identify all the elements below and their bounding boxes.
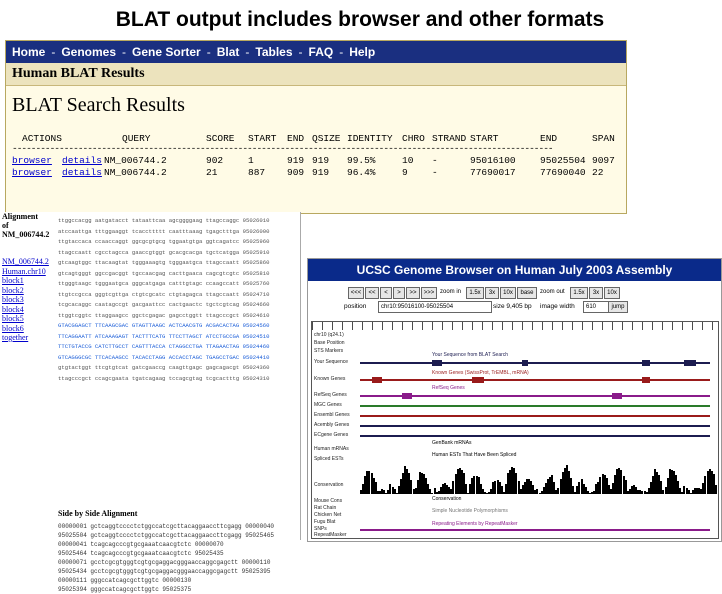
zoom-in-10x-button[interactable]: 10x xyxy=(500,287,516,299)
sequence-line: ttgggtaagc tgggaatgca gggcatgaga catttgtagc ccaagccatt 95025760 xyxy=(58,280,270,287)
qsize-cell: 919 xyxy=(312,167,330,178)
table-row xyxy=(12,167,618,179)
side-by-side-block xyxy=(58,522,298,594)
col-end: END xyxy=(287,133,305,144)
col-genomic-end: END xyxy=(540,133,558,144)
zoom-in-3x-button[interactable]: 3x xyxy=(485,287,499,299)
base-position-ruler xyxy=(312,322,718,330)
conservation-bar xyxy=(715,485,717,494)
track-label: Spliced ESTs xyxy=(314,456,344,462)
track-label: Known Genes xyxy=(314,376,346,382)
link-block-3[interactable]: block3 xyxy=(2,295,24,304)
zoom-out-label: zoom out xyxy=(540,289,565,295)
move-left-button[interactable]: < xyxy=(380,287,392,299)
track-label: Acembly Genes xyxy=(314,422,350,428)
sequence-line: ttggccacgg aatgatacct tataattcaa agcggggaag ttagccaggc 95026010 xyxy=(58,217,270,224)
your-sequence-line xyxy=(360,362,710,364)
acembly-gene-line xyxy=(360,425,710,427)
col-start: START xyxy=(248,133,277,144)
conservation-plot xyxy=(360,464,718,494)
track-label: Fugu Blat xyxy=(314,519,336,525)
col-span: SPAN xyxy=(592,133,615,144)
track-label: MGC Genes xyxy=(314,402,342,408)
browser-link[interactable]: browser xyxy=(12,167,52,178)
zoom-out-10x-button[interactable]: 10x xyxy=(604,287,620,299)
ensembl-gene-line xyxy=(360,415,710,417)
alignment-heading-line: of xyxy=(2,221,9,230)
genome-browser-title: UCSC Genome Browser on Human July 2003 Assembly xyxy=(308,259,721,281)
sequence-line-aligned: TTCTGTACCG CATCTTGCCT CAGTTTACCA CTAGGCCTGA TTAGAACTAG 95024460 xyxy=(58,343,270,350)
image-width-input[interactable]: 610 xyxy=(583,301,609,313)
nav-home[interactable]: Home xyxy=(12,45,46,59)
start-cell: 887 xyxy=(248,167,266,178)
alignment-line: 95025464 tcagcagcccgtgcgaaatcaacgtctc 95025435 xyxy=(58,550,224,557)
exon-block xyxy=(432,360,442,366)
zoom-out-3x-button[interactable]: 3x xyxy=(589,287,603,299)
genomic-end-cell: 77690040 xyxy=(540,167,586,178)
alignment-line: 00000041 tcagcagcccgtgcgaaatcaacgtctc 00000070 xyxy=(58,541,224,548)
alignment-sidebar xyxy=(2,212,54,343)
chro-cell: 10 xyxy=(402,155,414,166)
score-cell: 21 xyxy=(206,167,218,178)
span-cell: 22 xyxy=(592,167,604,178)
col-chro: CHRO xyxy=(402,133,425,144)
move-right-more-button[interactable]: >> xyxy=(406,287,420,299)
sequence-line: ttggtcggtc ttaggaagcc ggctcgagac gagcctggtt ttagcccgct 95024610 xyxy=(58,311,270,319)
zoom-out-1-5x-button[interactable]: 1.5x xyxy=(570,287,588,299)
sequence-line: tcgcacaggc caatagccgt gacgaattcc cactgaactc tgctcgtcag 95024660 xyxy=(58,301,270,308)
genomic-start-cell: 77690017 xyxy=(470,167,516,178)
genome-browser-nav-controls xyxy=(308,287,721,301)
track-title: GenBank mRNAs xyxy=(432,440,472,446)
exon-block xyxy=(684,360,696,366)
blat-page-header: Human BLAT Results xyxy=(6,63,626,86)
col-identity: IDENTITY xyxy=(347,133,393,144)
strand-cell: - xyxy=(432,167,438,178)
blat-navbar xyxy=(6,41,626,63)
sequence-line-aligned: TTCAGGAATT ATCAAAGAGT TACTTTCATG TTCCTTAGCT ATCCTGCCGA 95024510 xyxy=(58,332,270,340)
nav-separator: - xyxy=(122,45,127,59)
alignment-line: 95025394 gggccatcagcgcttggtc 95025375 xyxy=(58,586,192,593)
link-block-2[interactable]: block2 xyxy=(2,285,24,295)
genome-browser-tracks[interactable] xyxy=(311,321,719,539)
refseq-gene-line xyxy=(360,395,710,397)
nav-gene-sorter[interactable]: Gene Sorter xyxy=(132,45,201,59)
sequence-line: atccaattga tttggaaggt tcaccttttt caatttaaag tgagctttga 95026000 xyxy=(58,227,270,235)
link-genomic-sequence[interactable]: Human.chr10 xyxy=(2,266,46,276)
genome-browser-window xyxy=(307,258,722,542)
col-qsize: QSIZE xyxy=(312,133,341,144)
blat-results-heading: BLAT Search Results xyxy=(12,94,185,116)
alignment-line: 00000111 gggccatcagcgcttggtc 00000130 xyxy=(58,577,192,584)
track-title: Conservation xyxy=(432,496,462,502)
move-right-far-button[interactable]: >>> xyxy=(421,287,437,299)
query-cell: NM_006744.2 xyxy=(104,167,167,178)
slide-title: BLAT output includes browser and other formats xyxy=(115,8,605,31)
blat-results-table xyxy=(12,133,618,179)
exon-block xyxy=(642,377,650,383)
jump-button[interactable]: jump xyxy=(608,301,628,313)
track-label: Your Sequence xyxy=(314,359,349,365)
zoom-in-1-5x-button[interactable]: 1.5x xyxy=(466,287,484,299)
sequence-line: gtgtactggt ttcgtgtcat gatcgaaccg caagttgagc gagcagacgt 95024360 xyxy=(58,364,270,371)
link-block-4[interactable]: block4 xyxy=(2,304,24,314)
nav-blat[interactable]: Blat xyxy=(216,45,240,59)
genomic-sequence-block xyxy=(58,216,298,384)
mgc-gene-line xyxy=(360,405,710,407)
end-cell: 919 xyxy=(287,155,305,166)
col-genomic-start: START xyxy=(470,133,499,144)
track-label: SNPs xyxy=(314,526,327,532)
track-label: RepeatMasker xyxy=(314,532,347,538)
exon-block xyxy=(402,393,412,399)
alignment-heading-line: Alignment xyxy=(2,212,38,221)
qsize-cell: 919 xyxy=(312,155,330,166)
table-row xyxy=(12,155,618,167)
nav-tables[interactable]: Tables xyxy=(255,45,293,59)
move-left-more-button[interactable]: << xyxy=(365,287,379,299)
exon-block xyxy=(612,393,622,399)
side-by-side-heading: Side by Side Alignment xyxy=(58,509,138,518)
details-link[interactable]: details xyxy=(62,155,102,166)
sequence-line: gtcagtgggt ggccgacggt tgccaacgag cacttgaaca cagcgtcgtc 95025810 xyxy=(58,269,270,277)
browser-link[interactable]: browser xyxy=(12,155,52,166)
track-label: Base Position xyxy=(314,340,345,346)
alignment-line: 00000071 gcctcgcgtgggtcgtgcgaggacgggaaccaggcgagctt 00000110 xyxy=(58,559,271,566)
track-label: Rat Chain xyxy=(314,505,337,511)
nav-genomes[interactable]: Genomes xyxy=(61,45,117,59)
position-input[interactable]: chr10:95016100-95025504 xyxy=(378,301,492,313)
alignment-details-window xyxy=(0,212,301,593)
alignment-line: 95025504 gctcaggtcccctctggccatcgcttacaggaaccttcgagg 95025465 xyxy=(58,532,275,539)
alignment-heading-line: NM_006744.2 xyxy=(2,230,50,239)
score-cell: 902 xyxy=(206,155,224,166)
genomic-start-cell: 95016100 xyxy=(470,155,516,166)
track-label: STS Markers xyxy=(314,348,344,354)
track-label: Chicken Net xyxy=(314,512,342,518)
move-right-button[interactable]: > xyxy=(393,287,405,299)
exon-block xyxy=(472,377,484,383)
move-left-far-button[interactable]: <<< xyxy=(348,287,364,299)
identity-cell: 96.4% xyxy=(347,167,376,178)
size-readout: size 9,405 bp xyxy=(493,303,532,310)
track-title: Known Genes (SwissProt, TrEMBL, mRNA) xyxy=(432,370,529,376)
zoom-in-label: zoom in xyxy=(440,289,462,295)
sequence-line: ttagccaatt cgcctagcca gaaccgtggt gcacgcacga tgctcatgga 95025910 xyxy=(58,248,270,256)
track-title: Your Sequence from BLAT Search xyxy=(432,352,509,358)
sequence-line-aligned: GTCAGGGCGC TTCACAAGCC TACACCTAGG ACCACCTAGC TGAGCCTGAC 95024410 xyxy=(58,353,270,361)
exon-block xyxy=(522,360,528,366)
exon-block xyxy=(372,377,382,383)
alignment-line: 95025434 gcctcgcgtgggtcgtgcgaggacgggaaccaggcgagctt 95025395 xyxy=(58,568,271,575)
nav-separator: - xyxy=(206,45,211,59)
identity-cell: 99.5% xyxy=(347,155,376,166)
sequence-line: ttgtaccaca ccaaccaggt ggcgcgtgcg tggaatgtga ggtcagatcc 95025960 xyxy=(58,238,270,245)
blat-results-window xyxy=(5,40,627,214)
track-title: Simple Nucleotide Polymorphisms xyxy=(432,508,508,514)
sequence-line: ttagcccgct ccagcgaata tgatcagaag tccagcgtag tcgcactttg 95024310 xyxy=(58,374,270,382)
known-gene-line xyxy=(360,379,710,381)
nav-separator: - xyxy=(339,45,344,59)
start-cell: 1 xyxy=(248,155,254,166)
track-label: Mouse Cons xyxy=(314,498,343,504)
nav-separator: - xyxy=(298,45,303,59)
track-label: RefSeq Genes xyxy=(314,392,347,398)
nav-help[interactable]: Help xyxy=(349,45,376,59)
image-width-label: image width xyxy=(540,303,575,310)
genomic-end-cell: 95025504 xyxy=(540,155,586,166)
col-score: SCORE xyxy=(206,133,235,144)
results-header-row xyxy=(12,133,618,145)
link-together[interactable]: together xyxy=(2,333,29,342)
track-label: Ensembl Genes xyxy=(314,412,350,418)
alignment-line: 00000001 gctcaggtcccctctggccatcgcttacaggaaccttcgagg 00000040 xyxy=(58,523,275,530)
sequence-line: gtcaagtggc ttacaagtat tgggaaagtg tgggaatgca ttagccaatt 95025860 xyxy=(58,259,270,266)
nav-separator: - xyxy=(245,45,250,59)
nav-separator: - xyxy=(51,45,56,59)
sequence-line: ttgtccgcca gggtcgttga ctgtcgcatc ctgtagagca ttagccaatt 95024710 xyxy=(58,290,270,298)
details-link[interactable]: details xyxy=(62,167,102,178)
col-actions: ACTIONS xyxy=(22,133,62,144)
genome-browser-position-controls xyxy=(308,301,721,315)
track-label: Conservation xyxy=(314,482,344,488)
sequence-line-aligned: GTACGGAGCT TTCAAGCGAC GTAGTTAAGC ACTCAACGTG ACGACACTAG 95024560 xyxy=(58,322,270,329)
results-divider: ------------------------------------------------------------------------------------------------------------------- xyxy=(12,143,553,154)
query-cell: NM_006744.2 xyxy=(104,155,167,166)
track-title: RefSeq Genes xyxy=(432,385,465,391)
col-strand: STRAND xyxy=(432,133,467,144)
track-title: Human ESTs That Have Been Spliced xyxy=(432,452,517,458)
track-title: Repeating Elements by RepeatMasker xyxy=(432,521,518,527)
link-block-6[interactable]: block6 xyxy=(2,323,24,333)
position-label: position xyxy=(344,303,367,310)
link-block-5[interactable]: block5 xyxy=(2,314,24,323)
chro-cell: 9 xyxy=(402,167,408,178)
ecgene-line xyxy=(360,435,710,437)
repeat-line xyxy=(360,529,710,531)
link-block-1[interactable]: block1 xyxy=(2,276,24,285)
track-label: chr10 (q24.1) xyxy=(314,332,344,338)
span-cell: 9097 xyxy=(592,155,615,166)
exon-block xyxy=(642,360,650,366)
strand-cell: - xyxy=(432,155,438,166)
col-query: QUERY xyxy=(122,133,151,144)
nav-faq[interactable]: FAQ xyxy=(308,45,334,59)
end-cell: 909 xyxy=(287,167,305,178)
zoom-in-base-button[interactable]: base xyxy=(517,287,537,299)
link-query-sequence[interactable]: NM_006744.2 xyxy=(2,257,49,266)
track-label: Human mRNAs xyxy=(314,446,349,452)
track-label: ECgene Genes xyxy=(314,432,349,438)
